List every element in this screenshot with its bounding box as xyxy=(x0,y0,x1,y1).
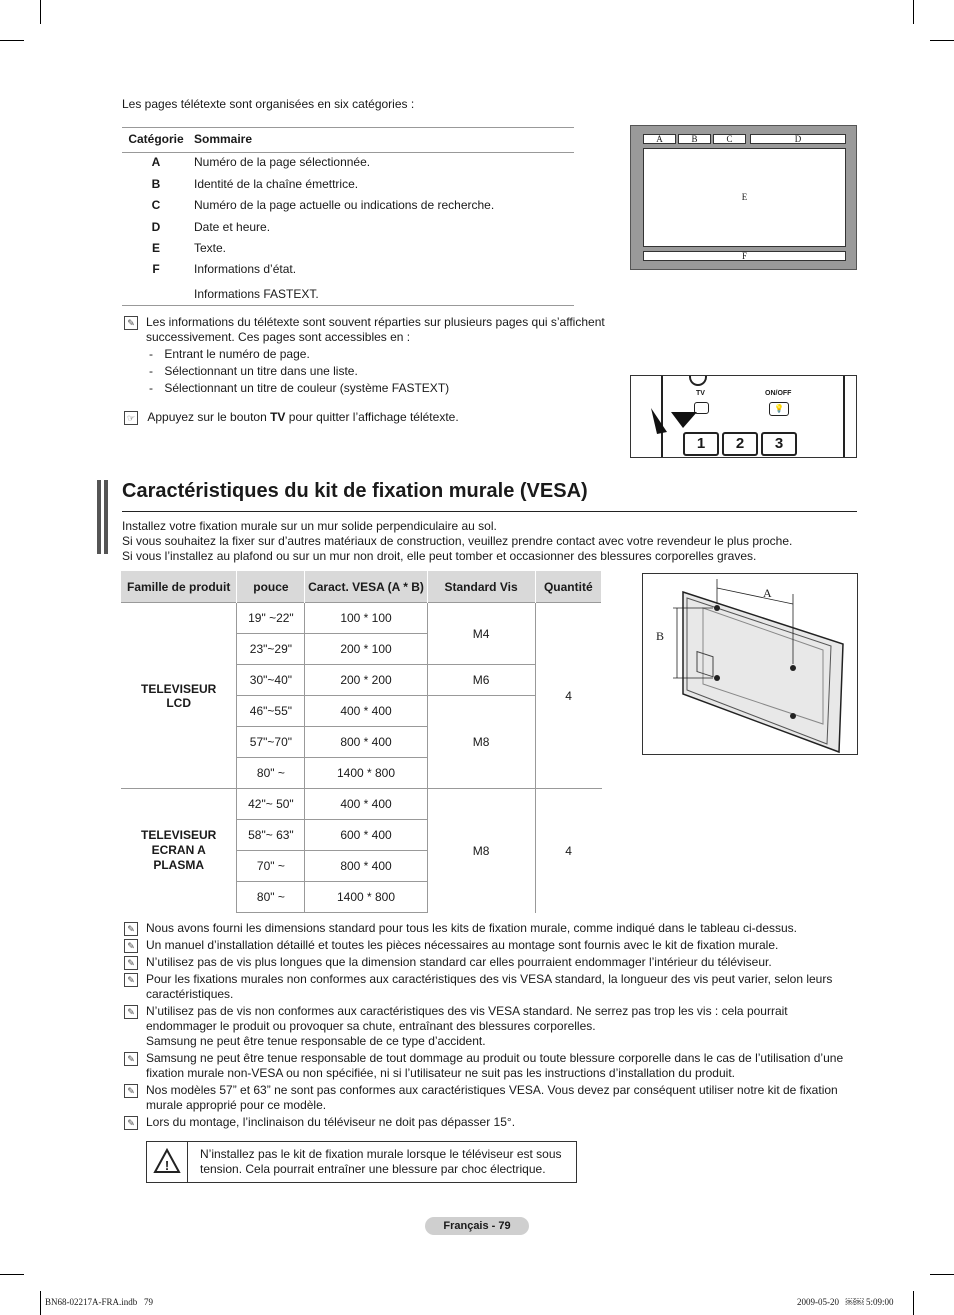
dim-b-label: B xyxy=(656,629,665,643)
warning-line: N’installez pas le kit de fixation murale lorsque le téléviseur est sous xyxy=(200,1147,562,1161)
category-key: F xyxy=(152,262,160,276)
note-item xyxy=(124,955,859,970)
note-icon: ✎ xyxy=(124,1005,138,1019)
vesa-cell: 400 * 400 xyxy=(305,789,427,820)
note-item xyxy=(124,1051,859,1081)
warning-box xyxy=(146,1141,577,1183)
family-plasma-line: TELEVISEUR xyxy=(141,828,217,843)
footer-right: 2009-05-20 ￼￼ 5:09:00 xyxy=(797,1297,894,1307)
category-header-cat: Catégorie xyxy=(128,132,184,146)
family-plasma-line: ECRAN A xyxy=(151,843,206,858)
note-text: Appuyez sur le bouton xyxy=(147,410,271,424)
category-key: E xyxy=(151,241,160,255)
vesa-table xyxy=(121,571,602,913)
note-item xyxy=(124,938,859,953)
note-icon: ✎ xyxy=(124,1084,138,1098)
note-icon: ✎ xyxy=(124,939,138,953)
family-plasma-line: PLASMA xyxy=(153,858,205,873)
col-family: Famille de produit xyxy=(121,571,237,603)
section-bar xyxy=(97,480,101,554)
note-line: fixation murale non-VESA ou non spécifiée, ni si l’utilisateur ne suit pas les instructions d’installation du produit. xyxy=(146,1066,735,1080)
intro-text: Les pages télétexte sont organisées en six catégories : xyxy=(122,97,415,111)
size-cell: 42"~ 50" xyxy=(237,789,305,820)
size-cell: 57"~70" xyxy=(237,727,305,758)
warning-line: tension. Cela pourrait entraîner une blessure par choc électrique. xyxy=(200,1162,546,1176)
category-text: Date et heure. xyxy=(194,220,271,234)
note-item xyxy=(124,921,859,936)
category-text: Texte. xyxy=(194,241,227,255)
vesa-cell: 1400 * 800 xyxy=(305,882,427,913)
section-intro xyxy=(122,519,792,564)
qty-cell: 4 xyxy=(535,789,601,913)
category-text: Identité de la chaîne émettrice. xyxy=(194,177,359,191)
teletext-c: C xyxy=(713,134,746,144)
vesa-cell: 1400 * 800 xyxy=(305,758,427,789)
vesa-cell: 200 * 100 xyxy=(305,634,427,665)
vesa-cell: 600 * 400 xyxy=(305,820,427,851)
note-icon: ✎ xyxy=(124,973,138,987)
note-bullet: Sélectionnant un titre dans une liste. xyxy=(164,364,358,378)
tv-exit-note xyxy=(124,410,459,425)
note-item xyxy=(124,1004,859,1049)
note-text: pour quitter l’affichage télétexte. xyxy=(285,410,459,424)
note-line: caractéristiques. xyxy=(146,987,234,1001)
vesa-cell: 400 * 400 xyxy=(305,696,427,727)
size-cell: 30"~40" xyxy=(237,665,305,696)
warning-icon xyxy=(147,1142,188,1182)
size-cell: 80" ~ xyxy=(237,882,305,913)
category-text: Numéro de la page actuelle ou indications de recherche. xyxy=(194,198,495,212)
teletext-diagram xyxy=(630,125,857,270)
qty-cell: 4 xyxy=(535,603,601,789)
category-text: Informations d’état. xyxy=(194,262,297,276)
note-line: murale approprié pour ce modèle. xyxy=(146,1098,327,1112)
section-bar xyxy=(104,480,108,554)
teletext-f: F xyxy=(643,251,846,261)
vesa-notes xyxy=(124,921,859,1132)
col-size: pouce xyxy=(237,571,305,603)
note-line: N’utilisez pas de vis non conformes aux caractéristiques des vis VESA standard. Ne serrez pas trop les vis : cela pourrait xyxy=(146,1004,788,1018)
screw-cell: M8 xyxy=(427,696,535,789)
key-3: 3 xyxy=(761,432,797,456)
note-line: Un manuel d’installation détaillé et toutes les pièces nécessaires au montage sont fournis avec le kit de fixation murale. xyxy=(146,938,779,952)
vesa-cell: 100 * 100 xyxy=(305,603,427,634)
note-line: Samsung ne peut être tenue responsable de tout dommage au produit ou toute blessure corporelle dans le cas de l’utilisation d’une xyxy=(146,1051,844,1065)
note-item xyxy=(124,1083,859,1113)
category-key: D xyxy=(151,220,161,234)
remote-tv-label: TV xyxy=(696,390,705,397)
vesa-cell: 200 * 200 xyxy=(305,665,427,696)
remote-onoff-label: ON/OFF xyxy=(765,390,792,397)
note-bold: TV xyxy=(270,410,286,424)
note-icon: ✎ xyxy=(124,922,138,936)
note-line: Samsung ne peut être tenue responsable de ce type d’accident. xyxy=(146,1034,486,1048)
note-bullet: Sélectionnant un titre de couleur (système FASTEXT) xyxy=(164,381,450,395)
table-row xyxy=(121,789,602,820)
power-button: 💡 xyxy=(769,402,789,416)
category-key: C xyxy=(151,198,161,212)
category-text: Numéro de la page sélectionnée. xyxy=(194,155,371,169)
category-header-sum: Sommaire xyxy=(194,132,253,146)
note-line: Nos modèles 57” et 63” ne sont pas conformes aux caractéristiques VESA. Vous devez par conséquent utiliser notre kit de fixation xyxy=(146,1083,838,1097)
teletext-d: D xyxy=(750,134,846,144)
col-screw: Standard Vis xyxy=(427,571,535,603)
size-cell: 70" ~ xyxy=(237,851,305,882)
vesa-cell: 800 * 400 xyxy=(305,851,427,882)
dim-a-label: A xyxy=(763,586,772,600)
key-1: 1 xyxy=(683,432,719,456)
note-line: Lors du montage, l’inclinaison du téléviseur ne doit pas dépasser 15°. xyxy=(146,1115,516,1129)
col-qty: Quantité xyxy=(535,571,601,603)
teletext-e: E xyxy=(643,148,846,247)
table-row xyxy=(121,603,602,634)
size-cell: 19" ~22" xyxy=(237,603,305,634)
size-cell: 80" ~ xyxy=(237,758,305,789)
category-text: Informations FASTEXT. xyxy=(194,287,319,301)
tv-back-diagram xyxy=(642,573,858,755)
teletext-a: A xyxy=(643,134,676,144)
category-key: A xyxy=(151,155,161,169)
note-item xyxy=(124,972,859,1002)
size-cell: 23"~29" xyxy=(237,634,305,665)
screw-cell: M4 xyxy=(427,603,535,665)
note-text: Les informations du télétexte sont souvent réparties sur plusieurs pages qui s’affichent xyxy=(146,315,605,329)
screw-cell: M6 xyxy=(427,665,535,696)
category-key: B xyxy=(151,177,161,191)
remote-illustration xyxy=(630,375,857,458)
note-icon: ✎ xyxy=(124,1116,138,1130)
footer-left: BN68-02217A-FRA.indb 79 xyxy=(45,1297,154,1307)
teletext-note: ✎ Les informations du télétexte sont souvent réparties sur plusieurs pages qui s’affichent successivement. Ces pages sont accessibles en : - Entrant le numéro de page. - Sélectionnant un titre dans une liste. - Sélectionnant un titre de couleur (système FASTEXT) xyxy=(124,315,605,396)
family-lcd: TELEVISEUR LCD xyxy=(121,603,237,789)
note-icon: ☞ xyxy=(124,411,138,425)
screw-cell: M8 xyxy=(427,789,535,913)
section-title: Caractéristiques du kit de fixation murale (VESA) xyxy=(122,480,588,502)
note-item xyxy=(124,1115,859,1130)
note-bullet: Entrant le numéro de page. xyxy=(164,347,310,361)
section-intro-line: Si vous souhaitez la fixer sur d’autres matériaux de construction, veuillez prendre contact avec votre revendeur le plus proche. xyxy=(122,534,793,548)
section-intro-line: Si vous l’installez au plafond ou sur un mur non droit, elle peut tomber et occasionner des blessures corporelles graves. xyxy=(122,549,757,563)
note-text: successivement. Ces pages sont accessibles en : xyxy=(146,330,411,344)
note-icon: ✎ xyxy=(124,956,138,970)
note-icon: ✎ xyxy=(124,1052,138,1066)
note-line: Pour les fixations murales non conformes aux caractéristiques des vis VESA standard, la longueur des vis peut varier, selon leurs xyxy=(146,972,833,986)
vesa-cell: 800 * 400 xyxy=(305,727,427,758)
size-cell: 58"~ 63" xyxy=(237,820,305,851)
section-intro-line: Installez votre fixation murale sur un mur solide perpendiculaire au sol. xyxy=(122,519,497,533)
note-icon: ✎ xyxy=(124,316,138,330)
teletext-b: B xyxy=(678,134,711,144)
note-line: Nous avons fourni les dimensions standard pour tous les kits de fixation murale, comme indiqué dans le tableau ci-dessus. xyxy=(146,921,798,935)
family-plasma xyxy=(121,789,237,913)
svg-text:!: ! xyxy=(164,1158,170,1173)
note-line: N’utilisez pas de vis plus longues que la dimension standard car elles pourraient endommager l’intérieur du téléviseur. xyxy=(146,955,772,969)
page-number: Français - 79 xyxy=(425,1217,529,1235)
col-vesa: Caract. VESA (A * B) xyxy=(305,571,427,603)
note-line: endommager le produit ou provoquer sa chute, entraînant des blessures corporelles. xyxy=(146,1019,596,1033)
size-cell: 46"~55" xyxy=(237,696,305,727)
key-2: 2 xyxy=(722,432,758,456)
